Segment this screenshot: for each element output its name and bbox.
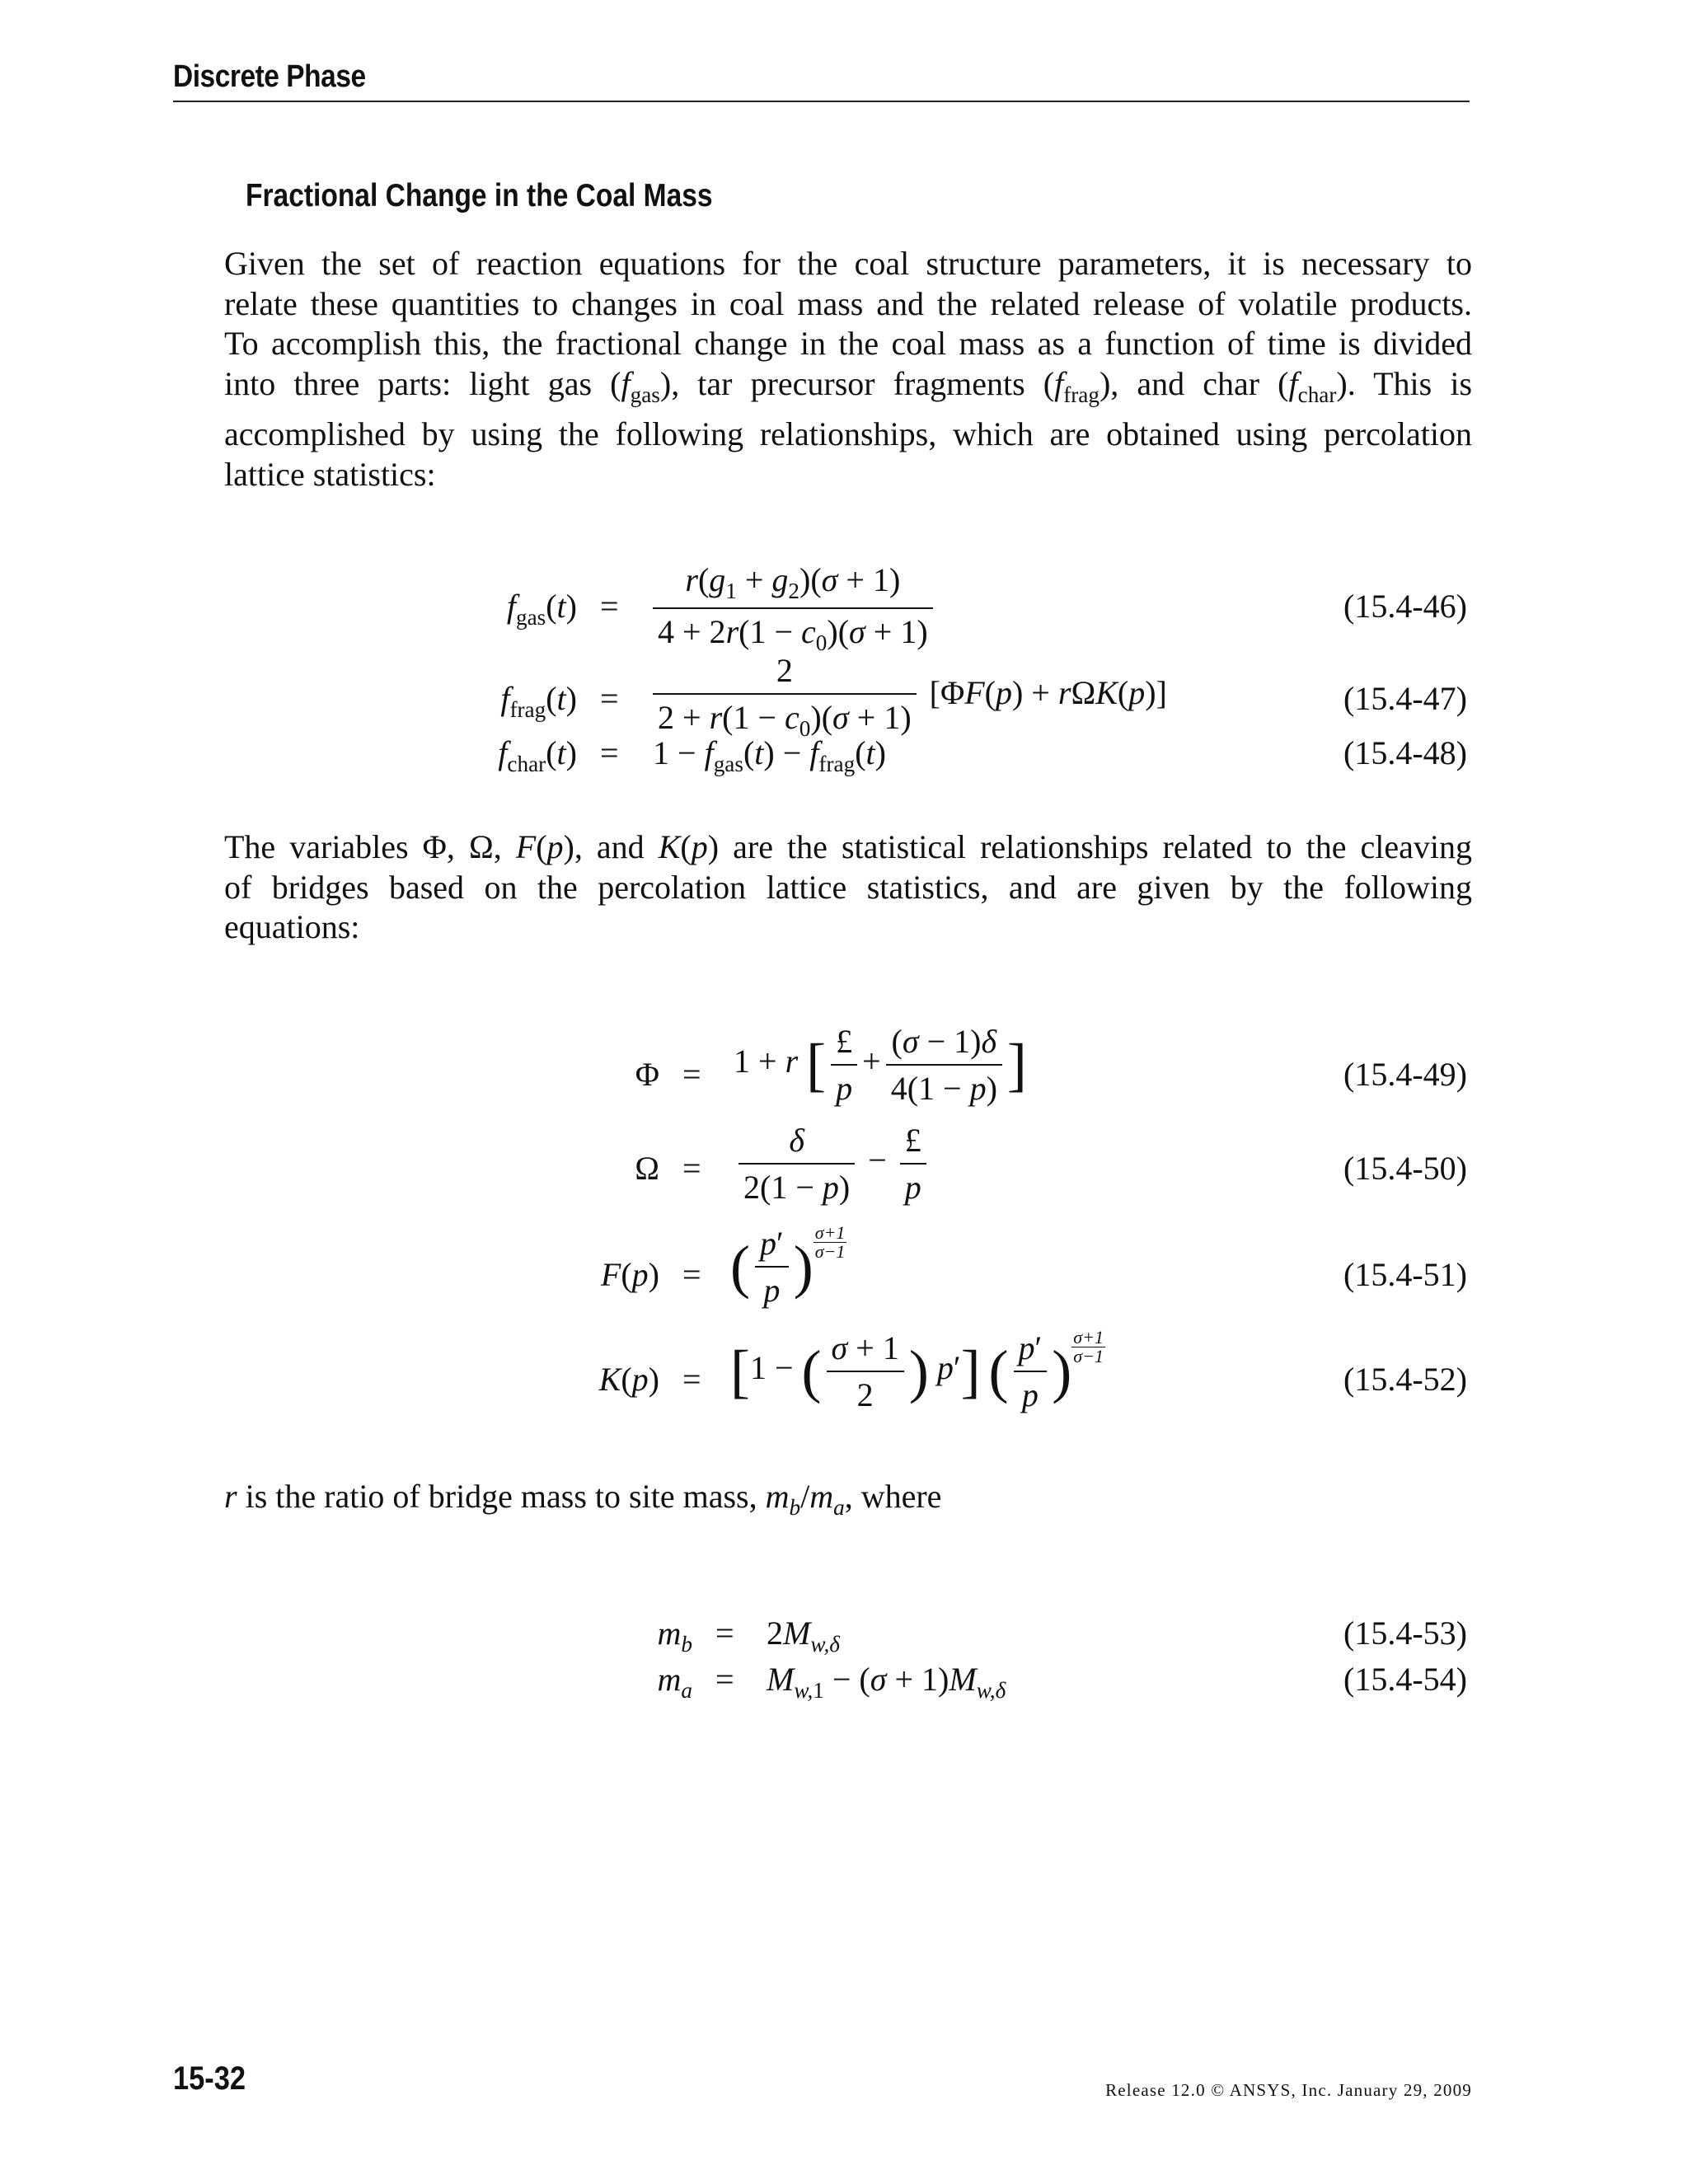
section-heading: Fractional Change in the Coal Mass [246,178,713,213]
paragraph-line: of bridges based on the percolation lattice statistics, and are given by the following [224,868,1472,906]
equation-15-4-52 [0,1320,1467,1427]
equation-lhs: $f_{char}(t)$ [498,734,577,776]
variables-paragraph [224,827,1472,948]
paragraph-line: lattice statistics: [224,455,436,493]
equals-sign: = [715,1615,734,1652]
equation-15-4-47 [0,651,1467,742]
equation-number: (15.4-54) [1343,1661,1467,1698]
equation-rhs: $\frac{r(g_1 + g_2)(\sigma + 1)}{4 + 2r(1 - c_0)(\sigma + 1)}$ [648,560,938,656]
equals-sign: = [600,588,619,625]
intro-paragraph [224,244,1472,494]
equation-lhs: $f_{gas}(t)$ [506,588,577,630]
paragraph-line: The variables Φ, Ω, F(p), and K(p) are the statistical relationships related to the cleaving [224,828,1472,865]
equation-number: (15.4-53) [1343,1615,1467,1652]
equation-rhs: ( $\frac{p'}{p}$ ) $\frac{\sigma+1}{\sigma-1}$ [730,1222,846,1309]
running-header-title: Discrete Phase [173,59,366,94]
equation-15-4-50 [0,1121,1467,1212]
equation-rhs: 1 + r [ $\frac{£}{p}$ + $\frac{(\sigma - 1)\delta}{4(1 - p)}$ ] [734,1023,1027,1107]
equals-sign: = [600,734,619,771]
equation-15-4-53 [0,1614,1467,1663]
equation-15-4-46 [0,560,1467,655]
paragraph-line: relate these quantities to changes in coal mass and the related release of volatile products. [224,284,1472,322]
page-number: 15-32 [173,2060,246,2097]
equation-number: (15.4-48) [1343,734,1467,771]
ratio-paragraph [224,1477,1472,1528]
equation-lhs: $m_b$ [657,1615,692,1657]
equation-rhs: $M_{w,1} - (\sigma + 1)M_{w,\delta}$ [767,1661,1006,1703]
equation-lhs: F(p) [600,1256,659,1293]
equals-sign: = [715,1661,734,1698]
equation-lhs: Ω [635,1150,659,1187]
equation-lhs: $f_{frag}(t)$ [500,680,577,722]
equals-sign: = [682,1256,701,1293]
equation-lhs: Φ [635,1056,659,1093]
equals-sign: = [682,1150,701,1187]
release-info: Release 12.0 © ANSYS, Inc. January 29, 2009 [1105,2080,1472,2100]
equation-rhs: $\frac{2}{2 + r(1 - c_0)(\sigma + 1)}$ [ΦF(p) + rΩK(p)] [648,651,1167,742]
equals-sign: = [600,680,619,717]
equation-number: (15.4-49) [1343,1056,1467,1093]
paragraph-line: equations: [224,908,360,945]
equation-number: (15.4-46) [1343,588,1467,625]
equation-number: (15.4-51) [1343,1256,1467,1293]
paragraph-line: accomplished by using the following relationships, which are obtained using percolation [224,415,1472,452]
equation-rhs: $2M_{w,\delta}$ [767,1615,840,1657]
paragraph-line: To accomplish this, the fractional change in the coal mass as a function of time is divided [224,325,1472,362]
equation-rhs: $\frac{\delta}{2(1 - p)}$ − $\frac{£}{p}$ [734,1121,931,1207]
equation-15-4-54 [0,1660,1467,1709]
equation-number: (15.4-52) [1343,1361,1467,1398]
equation-15-4-49 [0,1022,1467,1121]
equation-15-4-48 [0,733,1467,783]
equation-rhs: [1 − ( $\frac{\sigma + 1}{2}$ ) p′] ( $\frac{p'}{p}$ ) $\frac{\sigma+1}{\sigma-1}$ [730,1327,1104,1413]
equation-number: (15.4-47) [1343,680,1467,717]
equation-rhs: $1 - f_{gas}(t) - f_{frag}(t)$ [653,734,886,776]
equation-15-4-51 [0,1216,1467,1323]
paragraph-line: into three parts: light gas $(f_{gas})$, tar precursor fragments $(f_{frag})$, and char $(f_{char})$. This is [224,364,1473,407]
equals-sign: = [682,1361,701,1398]
equals-sign: = [682,1056,701,1093]
paragraph-line: r is the ratio of bridge mass to site mass, $m_b/m_a$, where [224,1478,942,1520]
header-rule [173,101,1470,102]
paragraph-line: Given the set of reaction equations for the coal structure parameters, it is necessary to [224,245,1472,282]
equation-lhs: K(p) [598,1361,659,1398]
equation-lhs: $m_a$ [657,1661,692,1703]
equation-number: (15.4-50) [1343,1150,1467,1187]
